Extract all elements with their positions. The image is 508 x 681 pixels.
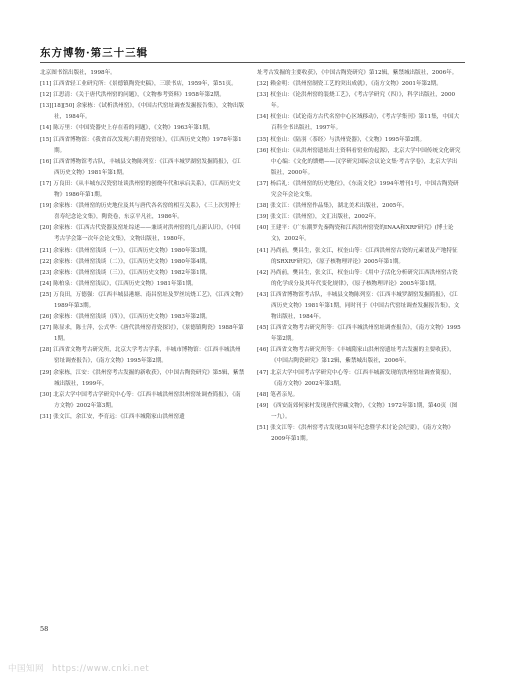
watermark-url: https://www.cnki.net	[52, 664, 150, 674]
reference-entry: [38] 张文江：《洪州窑作品集》，湖北美术出版社，2005年。	[257, 203, 408, 210]
reference-entry: [43] 江西省博物馆考古队，丰城县文物陈列室：《江西丰城罗湖窑发掘简报》，《江西历史文物》1981年第1期，同时刊于《中国古代窑址调查发掘报告集》，文物出版社，1984年。	[257, 291, 460, 321]
watermark-logo: 中国知网	[8, 664, 45, 674]
reference-entry: [14] 陈万里：《中国瓷器史上存在着的问题》，《文物》1963年第1期。	[40, 125, 214, 132]
reference-entry: [51] 张文江等：《洪州窑考古发现30周年纪念暨学术讨论会纪要》，《南方文物》2009年第1期。	[257, 425, 454, 443]
reference-entry: [48] 笔者亲见。	[257, 391, 299, 398]
reference-entry: [26] 余家栋：《洪州窑浅谈（四）》，《江西历史文物》1983年第2期。	[40, 314, 211, 321]
reference-entry: [41] 冯尚前，樊昌生，张文江，权奎山等：《江西洪州窑古瓷的元素谱及产地特征的SRXRF研究》，《原子核物理评论》2005年第1期。	[257, 247, 458, 265]
reference-entry: 址考古发掘的主要收获》，《中国古陶瓷研究》第12辑，紫禁城出版社，2006年。	[257, 70, 458, 76]
reference-entry: [27] 陈显求，陈士萍，公式华：《唐代洪州窑青瓷探讨》，《景德镇陶瓷》1988年第1期。	[40, 325, 244, 343]
reference-entry: [25] 万良田，万德强：《江西丰城县港塘、南昌窑址及罗丝坑烧工艺》，《江西文物》1989年第3期。	[40, 291, 244, 309]
references-right-column	[257, 68, 462, 445]
reference-entry: [21] 余家栋：《洪州窑浅谈（一）》，《江西历史文物》1980年第3期。	[40, 247, 211, 254]
reference-entry: [37] 杨后礼：《洪州窑的历史地位》，《东南文化》1994年增刊1号，中国古陶瓷研究会年会论文集。	[257, 180, 459, 199]
reference-entry: [32] 赖金明：《洪州窑制瓷工艺的突出成就》，《南方文物》2001年第2期。	[257, 81, 442, 88]
reference-entry: [22] 余家栋：《洪州窑浅谈（二）》，《江西历史文物》1980年第4期。	[40, 258, 211, 265]
reference-entry: [12] 江思清：《关于唐代洪州窑的问题》，《文物参考资料》1958年第2期。	[40, 92, 225, 99]
reference-entry: [49] 《西安南郊何家村发现唐代窖藏文物》，《文物》1972年第1期，第40页（图一九）。	[257, 402, 458, 420]
reference-entry: 北京图书馆出版社，1998年。	[40, 70, 116, 76]
reference-entry: [45] 江西省文物考古研究所等：《江西丰城洪州窑址调查报告》，《南方文物》1995年第2期。	[257, 325, 461, 343]
reference-entry: [23] 余家栋：《洪州窑浅谈（三）》，《江西历史文物》1982年第1期。	[40, 269, 211, 276]
reference-entry: [36] 权奎山：《从洪州窑遗址出土资料看窑业的起源》，北京大学中国传统文化研究中心编：《文化的馈赠——汉学研究国际会议论文集·考古学卷》，北京大学出版社，2000年。	[257, 147, 461, 176]
reference-entry: [47] 北京大学中国考古学研究中心等：《江西丰城新发现的洪州窑址调查简报》，《南方文物》2002年第3期。	[257, 369, 455, 387]
reference-entry: [35] 权奎山：《陆羽〈茶经〉与洪州瓷器》，《文物》1995年第2期。	[257, 136, 426, 143]
reference-entry: [34] 权奎山：《试论南方古代名窑中心区域移动》，《考古学集刊》第11集，中国大百科全书出版社，1997年。	[257, 114, 460, 132]
reference-entry: [17] 万良田：《从丰城东汉瓷窑址谈洪州窑的创烧年代和承启关系》，《江西历史文物》1986年第1期。	[40, 180, 241, 199]
reference-entry: [46] 江西省文物考古研究所等：《丰城隋家山洪州窑遗址考古发掘的主要收获》，《中国古陶瓷研究》第12辑，紫禁城出版社，2006年。	[257, 347, 455, 365]
reference-entry: [31] 张文江，余江安，李育远：《江西丰城隋家山洪州窑遗	[40, 413, 185, 420]
references-left-column	[40, 68, 245, 423]
reference-entry: [40] 王建平：《广东潮罗先秦陶瓷和江西洪州窑瓷的INAA和XRF研究》(博士论文)，2002年。	[257, 225, 454, 243]
reference-entry: [28] 江西省文物考古研究所，北京大学考古学系，丰城市博物馆：《江西丰城洪州窑址调查报告》，《南方文物》1995年第2期。	[40, 347, 241, 365]
reference-entry: [30] 北京大学中国考古学研究中心等：《江西丰城洪州窑洪州窑址调查简报》，《南方文物》2002年第3期。	[40, 391, 241, 409]
reference-entry: [24] 陈柏泉：《洪州窑浅议》，《江西历史文物》1981年第1期。	[40, 280, 197, 287]
reference-entry: [33] 权奎山：《论洪州窑的装烧工艺》，《考古学研究（四）》，科学出版社，2000年。	[257, 92, 456, 110]
reference-entry: [29] 余家栋，江安：《洪州窑考古发掘的新收获》，《中国古陶瓷研究》第5辑，紫禁城出版社，1999年。	[40, 369, 245, 387]
reference-entry: [19] 余家栋：《洪州窑的历史地位及其与唐代各名窑的相互关系》，《三上次男博士喜寿纪念论文集》，陶瓷卷，东京平凡社，1986年。	[40, 203, 241, 221]
reference-entry: [11] 江西省轻工业研究所：《景德镇陶瓷史稿》，三联书店，1959年，第51页。	[40, 81, 237, 88]
reference-entry: [16] 江西省博物馆考古队，丰城县文物陈列室：《江西丰城罗湖窑发掘简报》，《江西历史文物》1981年第1期。	[40, 158, 241, 176]
reference-entry: [42] 冯尚前，樊昌生，张文江，权奎山等：《用中子活化分析研究江西洪州窑古瓷的化学成分及其年代变化规律》，《原子核物理评论》2005年第1期。	[257, 269, 458, 287]
journal-header: 东方博物·第三十三辑	[40, 47, 149, 59]
reference-entry: [13][18][50] 余家栋：《试析洪州窑》，《中国古代窑址调查发掘报告集》，文物出版社，1984年。	[40, 103, 245, 121]
reference-entry: [20] 余家栋：《江西古代瓷器及窑址综述——兼谈对洪州窑的几点新认识》，《中国考古学会第一次年会论文集》，文物出版社，1980年。	[40, 225, 241, 243]
cnki-watermark	[8, 662, 149, 674]
page-number: 58	[40, 625, 49, 633]
reference-entry: [39] 张文江：《洪州窑》，文汇出版社，2002年。	[257, 214, 380, 221]
header-rule	[40, 62, 465, 63]
reference-entry: [15] 江西省博物馆：《我省首次发现六朝青瓷窑址》，《江西历史文物》1978年第1期。	[40, 136, 242, 154]
